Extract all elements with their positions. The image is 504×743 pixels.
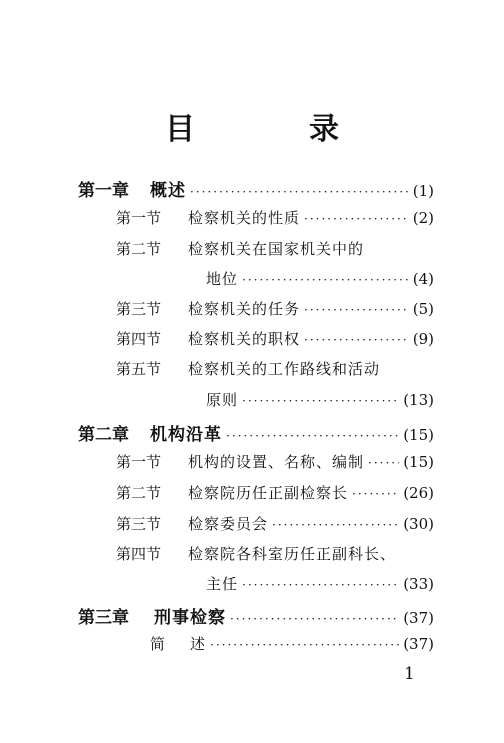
toc-page-number: (37)	[403, 635, 434, 653]
toc-entry-section	[116, 298, 434, 319]
toc-leader-dots	[304, 212, 409, 226]
toc-leader-dots	[226, 429, 399, 443]
toc-leader-dots	[210, 638, 399, 652]
page-number: 1	[404, 664, 415, 684]
toc-entry-chapter-3	[78, 603, 434, 628]
toc-section-label: 第一节	[116, 209, 162, 227]
toc-entry-title: 检察机关在国家机关中的	[188, 240, 365, 258]
toc-page-number: (13)	[403, 391, 434, 409]
toc-entry-title: 地位	[206, 270, 239, 288]
toc-entry-title: 检察机关的职权	[188, 330, 301, 348]
toc-section-label: 第三节	[116, 300, 162, 318]
toc-entry-title: 机构的设置、名称、编制	[188, 453, 365, 471]
toc-page-number: (1)	[412, 182, 434, 200]
toc-leader-dots	[230, 612, 399, 626]
toc-leader-dots	[272, 518, 399, 532]
page-title: 目 录	[165, 112, 381, 147]
toc-entry-section	[116, 358, 434, 379]
toc-page-number: (30)	[403, 515, 434, 533]
toc-entry-title: 机构沿革	[150, 425, 222, 445]
toc-entry-section	[116, 238, 434, 259]
toc-leader-dots	[242, 578, 399, 592]
toc-entry-section	[116, 207, 434, 228]
toc-page-number: (4)	[412, 270, 434, 288]
toc-page-number: (5)	[412, 300, 434, 318]
toc-leader-dots	[304, 333, 409, 347]
toc-entry-title: 原则	[206, 391, 239, 409]
toc-section-label: 简	[150, 635, 166, 653]
toc-entry-continuation	[116, 268, 434, 289]
toc-leader-dots	[242, 273, 409, 287]
toc-entry-title: 检察院各科室历任正副科长、	[188, 545, 397, 563]
toc-leader-dots	[242, 394, 399, 408]
toc-entry-section	[116, 451, 434, 472]
toc-entry-title: 刑事检察	[154, 608, 226, 628]
toc-chapter-label: 第三章	[78, 608, 129, 628]
toc-page-number: (15)	[403, 453, 434, 471]
toc-page-number: (2)	[412, 209, 434, 227]
toc-leader-dots	[304, 303, 409, 317]
toc-entry-title: 检察院历任正副检察长	[188, 484, 349, 502]
toc-entry-title: 概述	[150, 181, 186, 201]
toc-entry-chapter-1	[78, 176, 434, 201]
toc-section-label: 第一节	[116, 453, 162, 471]
toc-entry-continuation	[116, 573, 434, 594]
toc-page-number: (26)	[403, 484, 434, 502]
toc-page-number: (9)	[412, 330, 434, 348]
toc-leader-dots	[368, 456, 399, 470]
toc-entry-section	[116, 543, 434, 564]
toc-entry-title: 检察委员会	[188, 515, 269, 533]
toc-entry-section	[150, 633, 434, 654]
toc-leader-dots	[352, 487, 399, 501]
toc-page-number: (37)	[403, 609, 434, 627]
toc-section-label: 第二节	[116, 240, 162, 258]
toc-entry-section	[116, 328, 434, 349]
toc-section-label: 第三节	[116, 515, 162, 533]
toc-entry-title: 述	[190, 635, 207, 653]
toc-section-label: 第四节	[116, 330, 162, 348]
toc-entry-section	[116, 513, 434, 534]
toc-entry-title: 检察机关的工作路线和活动	[188, 360, 381, 378]
toc-entry-continuation	[116, 389, 434, 410]
toc-section-label: 第二节	[116, 484, 162, 502]
toc-entry-section	[116, 482, 434, 503]
toc-chapter-label: 第二章	[78, 425, 129, 445]
toc-entry-title: 检察机关的任务	[188, 300, 301, 318]
toc-entry-chapter-2	[78, 420, 434, 445]
toc-page-number: (33)	[403, 575, 434, 593]
toc-section-label: 第五节	[116, 360, 162, 378]
toc-entry-title: 主任	[206, 575, 239, 593]
toc-leader-dots	[190, 185, 409, 199]
toc-chapter-label: 第一章	[78, 181, 129, 201]
toc-section-label: 第四节	[116, 545, 162, 563]
toc-entry-title: 检察机关的性质	[188, 209, 301, 227]
toc-page-number: (15)	[403, 426, 434, 444]
